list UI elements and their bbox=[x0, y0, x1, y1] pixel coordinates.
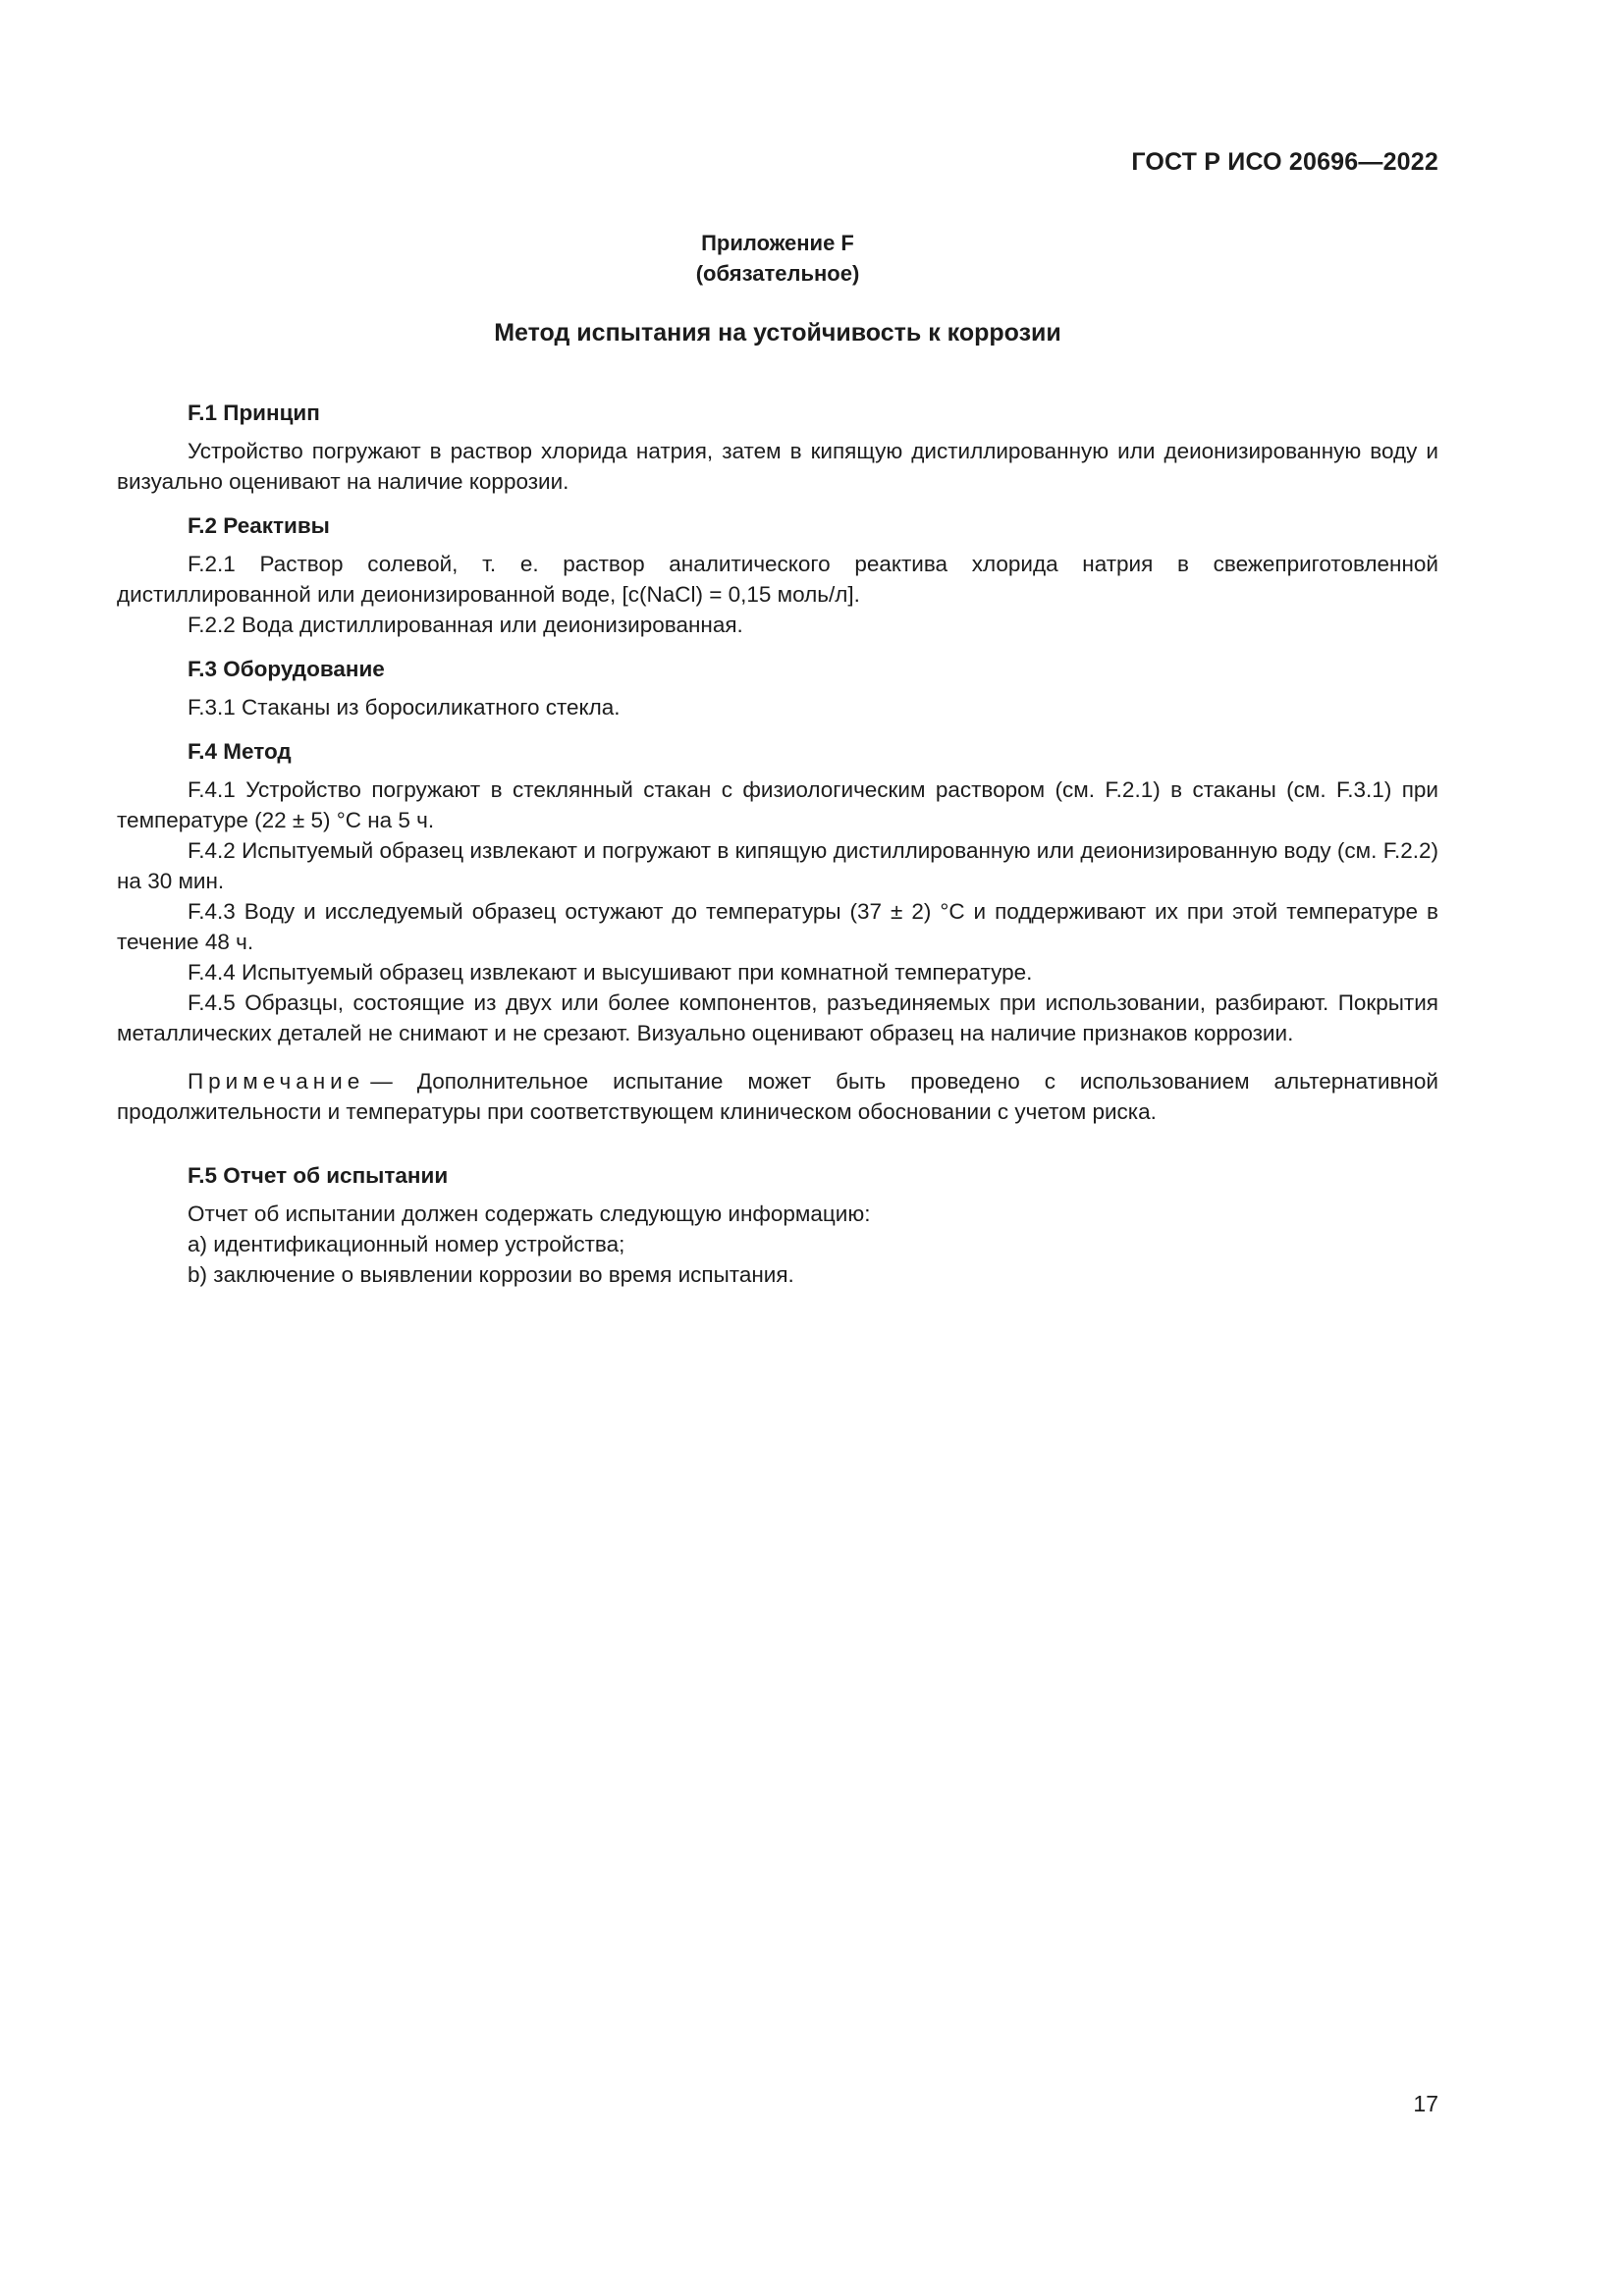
section-f4-5: F.4.5 Образцы, состоящие из двух или более компонентов, разъединяемых при использовании, разбирают. Покрытия металлических деталей не снимают и не срезают. Визуально оценивают образец на наличие признаков коррозии. bbox=[117, 990, 1438, 1045]
section-heading-f5: F.5 Отчет об испытании bbox=[188, 1163, 449, 1188]
list-item-a: a) идентификационный номер устройства; bbox=[188, 1232, 625, 1256]
note-label: Примечание bbox=[188, 1069, 365, 1094]
note-text: — Дополнительное испытание может быть проведено с использованием альтернативной продолжительности и температуры при соответствующем клиническом обосновании с учетом риска. bbox=[117, 1069, 1438, 1124]
annex-title: Метод испытания на устойчивость к коррозии bbox=[494, 319, 1061, 347]
note-paragraph bbox=[117, 1066, 1438, 1127]
list-item-b: b) заключение о выявлении коррозии во время испытания. bbox=[188, 1262, 794, 1287]
section-heading-f1: F.1 Принцип bbox=[188, 400, 320, 425]
section-f1-text: Устройство погружают в раствор хлорида натрия, затем в кипящую дистиллированную или деионизированную воду и визуально оценивают на наличие коррозии. bbox=[117, 439, 1438, 494]
annex-label: Приложение F bbox=[701, 231, 854, 255]
section-f4-4: F.4.4 Испытуемый образец извлекают и высушивают при комнатной температуре. bbox=[188, 960, 1033, 985]
section-f2-2: F.2.2 Вода дистиллированная или деионизированная. bbox=[188, 613, 743, 637]
section-heading-f2: F.2 Реактивы bbox=[188, 513, 330, 538]
annex-status: (обязательное) bbox=[695, 261, 860, 286]
page-number: 17 bbox=[1413, 2091, 1438, 2116]
section-heading-f4: F.4 Метод bbox=[188, 739, 292, 764]
document-code: ГОСТ Р ИСО 20696—2022 bbox=[1131, 148, 1438, 176]
section-f4-3: F.4.3 Воду и исследуемый образец остужают до температуры (37 ± 2) °C и поддерживают их при этой температуре в течение 48 ч. bbox=[117, 899, 1438, 954]
section-f4-2: F.4.2 Испытуемый образец извлекают и погружают в кипящую дистиллированную или деионизированную воду (см. F.2.2) на 30 мин. bbox=[117, 838, 1438, 893]
section-f2-1: F.2.1 Раствор солевой, т. е. раствор аналитического реактива хлорида натрия в свежеприготовленной дистиллированной или деионизированной воде, [c(NaCl) = 0,15 моль/л]. bbox=[117, 552, 1438, 607]
annex-header bbox=[117, 228, 1438, 289]
section-f5-intro: Отчет об испытании должен содержать следующую информацию: bbox=[188, 1201, 871, 1226]
section-f3-1: F.3.1 Стаканы из боросиликатного стекла. bbox=[188, 695, 621, 720]
document-body bbox=[117, 398, 1438, 1290]
section-heading-f3: F.3 Оборудование bbox=[188, 657, 385, 681]
section-f4-1: F.4.1 Устройство погружают в стеклянный стакан с физиологическим раствором (см. F.2.1) в стаканы (см. F.3.1) при температуре (22 ± 5) °C на 5 ч. bbox=[117, 777, 1438, 832]
document-page bbox=[117, 0, 1438, 2296]
